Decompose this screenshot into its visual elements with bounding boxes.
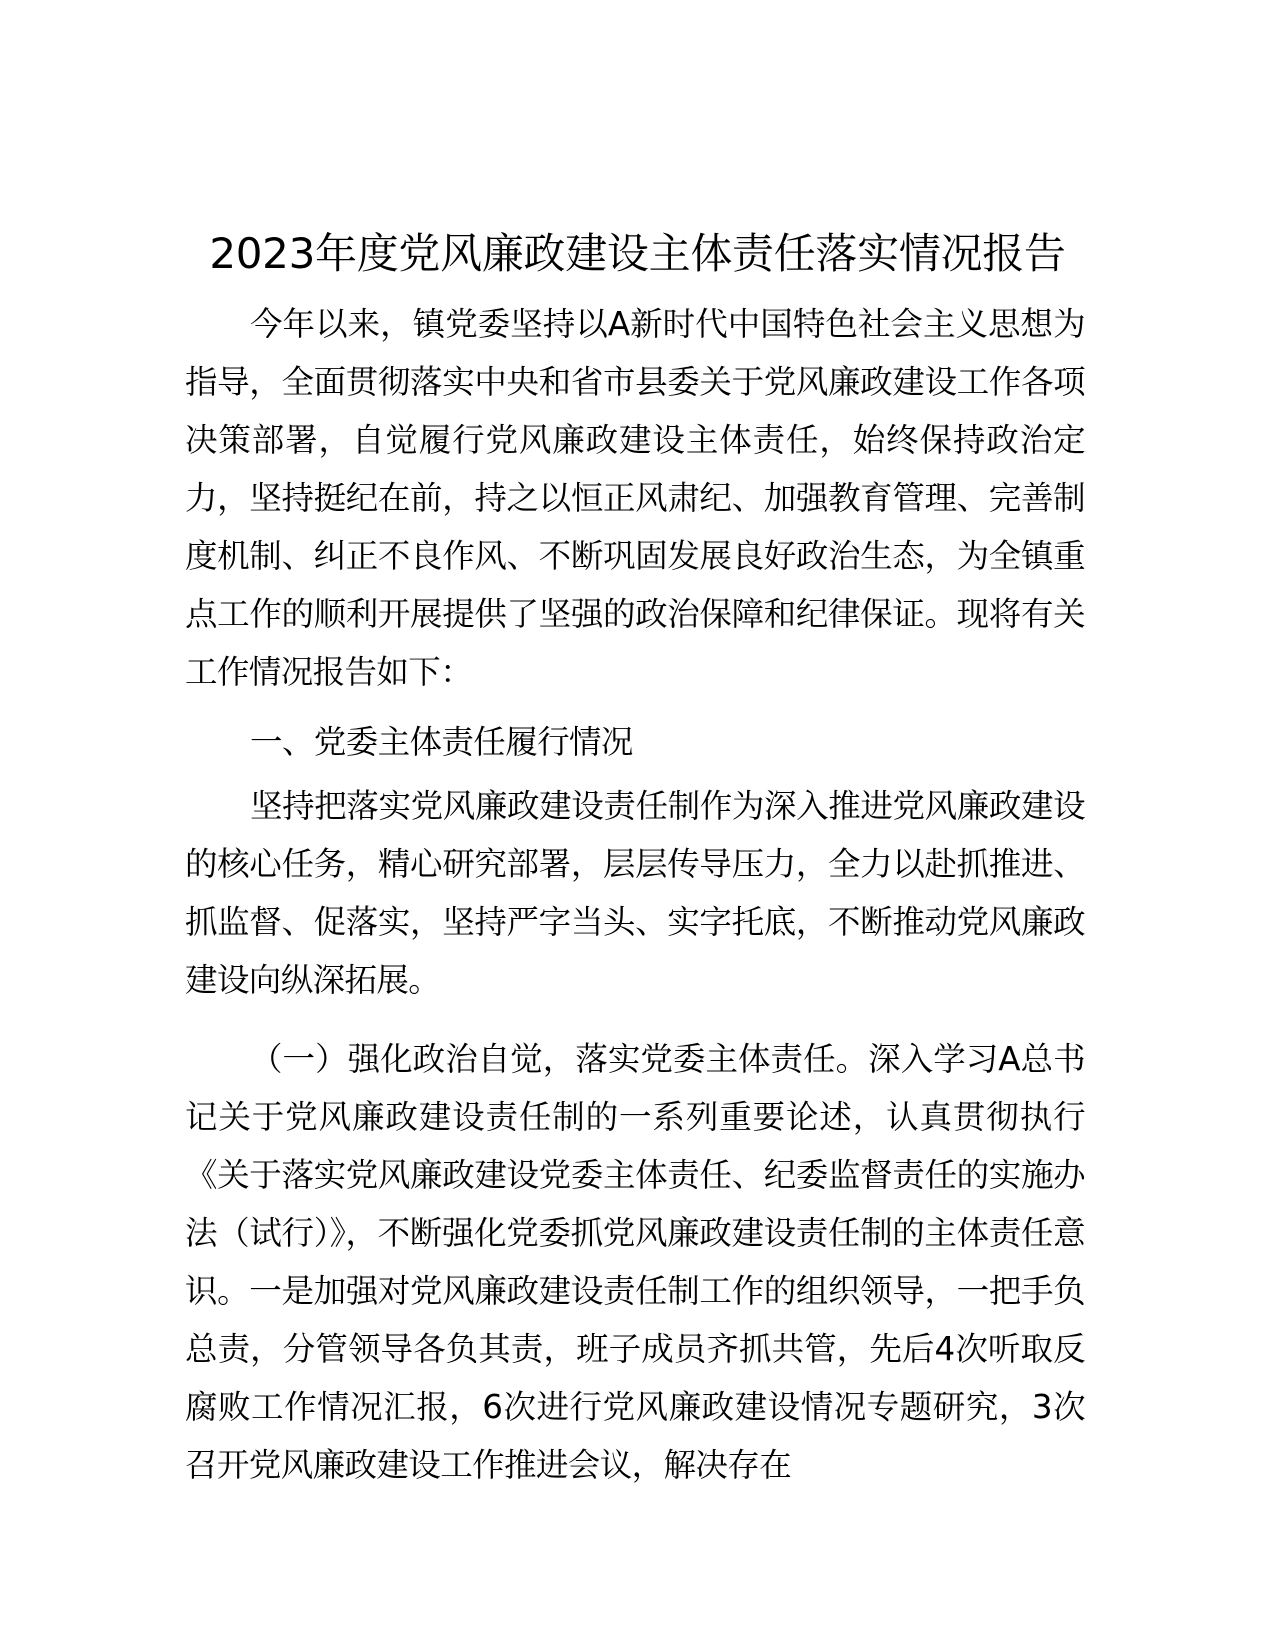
subsection-1-paragraph: （一）强化政治自觉，落实党委主体责任。深入学习A总书记关于党风廉政建设责任制的一系列重要论述，认真贯彻执行《关于落实党风廉政建设党委主体责任、纪委监督责任的实施办法（试行）》，不断强化党委抓党风廉政建设责任制的主体责任意识。一是加强对党风廉政建设责任制工作的组织领导，一把手负总责，分管领导各负其责，班子成员齐抓共管，先后4次听取反腐败工作情况汇报，6次进行党风廉政建设情况专题研究，3次召开党风廉政建设工作推进会议，解决存在	[185, 1040, 1085, 1484]
document-title: 2023年度党风廉政建设主体责任落实情况报告	[209, 229, 1066, 278]
intro-paragraph: 今年以来，镇党委坚持以A新时代中国特色社会主义思想为指导，全面贯彻落实中央和省市县委关于党风廉政建设工作各项决策部署，自觉履行党风廉政建设主体责任，始终保持政治定力，坚持挺纪在前，持之以恒正风肃纪、加强教育管理、完善制度机制、纠正不良作风、不断巩固发展良好政治生态，为全镇重点工作的顺利开展提供了坚强的政治保障和纪律保证。现将有关工作情况报告如下：	[185, 305, 1085, 691]
section-heading-1: 一、党委主体责任履行情况	[250, 723, 633, 761]
section-1-paragraph: 坚持把落实党风廉政建设责任制作为深入推进党风廉政建设的核心任务，精心研究部署，层层传导压力，全力以赴抓推进、抓监督、促落实，坚持严字当头、实字托底，不断推动党风廉政建设向纵深拓展。	[185, 787, 1085, 999]
